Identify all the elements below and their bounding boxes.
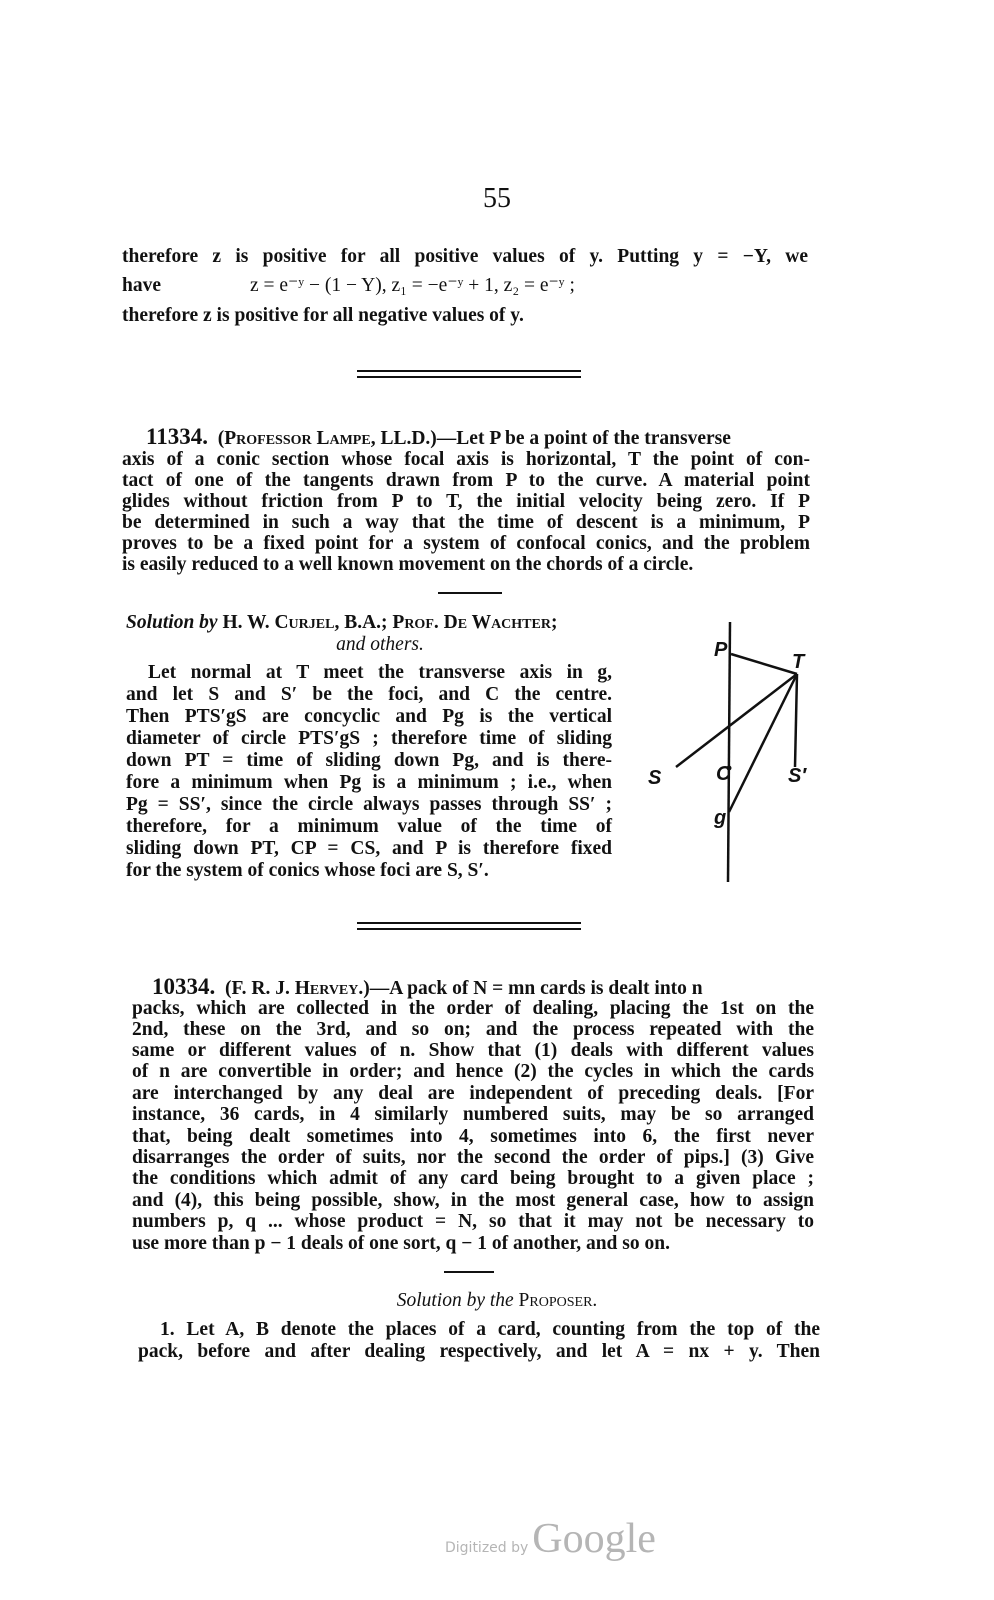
problem-11334-heading xyxy=(146,426,731,450)
problem-line: glides without friction from P to T, the initial velocity being zero. If P xyxy=(122,491,810,512)
solution-line: sliding down PT, CP = CS, and P is therefore fixed xyxy=(126,838,612,859)
solution-line: pack, before and after dealing respectively, and let A = nx + y. Then xyxy=(138,1341,820,1362)
problem-author: (Professor Lampe, LL.D.) xyxy=(217,428,437,449)
label-g: g xyxy=(714,807,727,829)
problem-line: use more than p − 1 deals of one sort, q − 1 of another, and so on. xyxy=(132,1233,670,1254)
solution-line: down PT = time of sliding down Pg, and is there- xyxy=(126,750,612,771)
solution-authors: H. W. Curjel, B.A.; Prof. De Wachter; xyxy=(222,612,558,633)
solution-others: and others. xyxy=(336,634,424,655)
solution-line: 1. Let A, B denote the places of a card, counting from the top of the xyxy=(160,1319,820,1340)
continuation-line-2-formula: z = e⁻ʸ − (1 − Y), z₁ = −e⁻ʸ + 1, z₂ = e⁻ʸ ; xyxy=(250,275,575,296)
continuation-line-1: therefore z is positive for all positive values of y. Putting y = −Y, we xyxy=(122,246,808,267)
problem-line: that, being dealt sometimes into 4, sometimes into 6, the first never xyxy=(132,1126,814,1147)
continuation-line-2-label: have xyxy=(122,275,161,296)
problem-line: the conditions which admit of any card being brought to a given place ; xyxy=(132,1168,814,1189)
solution-label: Solution by the xyxy=(396,1290,514,1311)
double-rule-bottom xyxy=(357,376,581,378)
solution-label: Solution by xyxy=(126,612,218,633)
problem-line: —Let P be a point of the transverse xyxy=(436,428,731,449)
problem-line: numbers p, q ... whose product = N, so that it may not be necessary to xyxy=(132,1211,814,1232)
solution-line: therefore, for a minimum value of the time of xyxy=(126,816,612,837)
digitized-by-google-watermark xyxy=(445,1515,656,1563)
transverse-axis-line xyxy=(728,622,730,882)
problem-line: tact of one of the tangents drawn from P to the curve. A material point xyxy=(122,470,810,491)
watermark-prefix: Digitized by xyxy=(445,1540,529,1556)
line-Tg xyxy=(729,674,797,812)
problem-line: and (4), this being possible, show, in the most general case, how to assign xyxy=(132,1190,814,1211)
problem-line: proves to be a fixed point for a system of confocal conics, and the problem xyxy=(122,533,810,554)
problem-line: is easily reduced to a well known movement on the chords of a circle. xyxy=(122,554,694,575)
problem-line: same or different values of n. Show that (1) deals with different values xyxy=(132,1040,814,1061)
problem-line: of n are convertible in order; and hence (2) the cycles in which the cards xyxy=(132,1061,814,1082)
solution-heading xyxy=(0,1290,994,1312)
problem-line: be determined in such a way that the time of descent is a minimum, P xyxy=(122,512,810,533)
label-T: T xyxy=(792,651,805,673)
continuation-line-3: therefore z is positive for all negative values of y. xyxy=(122,305,524,326)
problem-author: (F. R. J. Hervey.) xyxy=(225,978,370,999)
solution-heading xyxy=(126,612,557,634)
problem-number: 10334. xyxy=(152,974,216,999)
line-TS-prime xyxy=(795,674,797,767)
problem-line: disarranges the order of suits, nor the second the order of pips.] (3) Give xyxy=(132,1147,814,1168)
label-P: P xyxy=(714,639,728,661)
solution-author: Proposer. xyxy=(518,1290,598,1311)
problem-line: are interchanged by any deal are independent of preceding deals. [For xyxy=(132,1083,814,1104)
problem-10334-heading xyxy=(152,976,703,1000)
solution-line: Let normal at T meet the transverse axis in g, xyxy=(148,662,612,683)
double-rule-bottom xyxy=(357,928,581,930)
line-PT xyxy=(731,654,797,674)
problem-line: 2nd, these on the 3rd, and so on; and the process repeated with the xyxy=(132,1019,814,1040)
section-rule xyxy=(438,592,502,594)
solution-line: Then PTS′gS are concyclic and Pg is the vertical xyxy=(126,706,612,727)
solution-line: fore a minimum when Pg is a minimum ; i.e., when xyxy=(126,772,612,793)
solution-line: for the system of conics whose foci are S, S′. xyxy=(126,860,489,881)
problem-line: packs, which are collected in the order of dealing, placing the 1st on the xyxy=(132,998,814,1019)
solution-line: Pg = SS′, since the circle always passes through SS′ ; xyxy=(126,794,612,815)
problem-line: instance, 36 cards, in 4 similarly numbered suits, may be so arranged xyxy=(132,1104,814,1125)
solution-line: diameter of circle PTS′gS ; therefore time of sliding xyxy=(126,728,612,749)
label-S: S xyxy=(648,767,662,789)
problem-number: 11334. xyxy=(146,424,208,449)
line-TS xyxy=(676,674,797,767)
label-S-prime: S′ xyxy=(788,765,807,787)
conic-diagram xyxy=(640,620,830,890)
page-number: 55 xyxy=(483,183,511,214)
problem-line: —A pack of N = mn cards is dealt into n xyxy=(369,978,703,999)
label-C: C xyxy=(716,763,731,785)
solution-line: and let S and S′ be the foci, and C the centre. xyxy=(126,684,612,705)
google-logo: Google xyxy=(532,1516,656,1562)
double-rule-top xyxy=(357,922,581,924)
double-rule-top xyxy=(357,370,581,372)
section-rule xyxy=(444,1271,494,1273)
problem-line: axis of a conic section whose focal axis is horizontal, T the point of con- xyxy=(122,449,810,470)
